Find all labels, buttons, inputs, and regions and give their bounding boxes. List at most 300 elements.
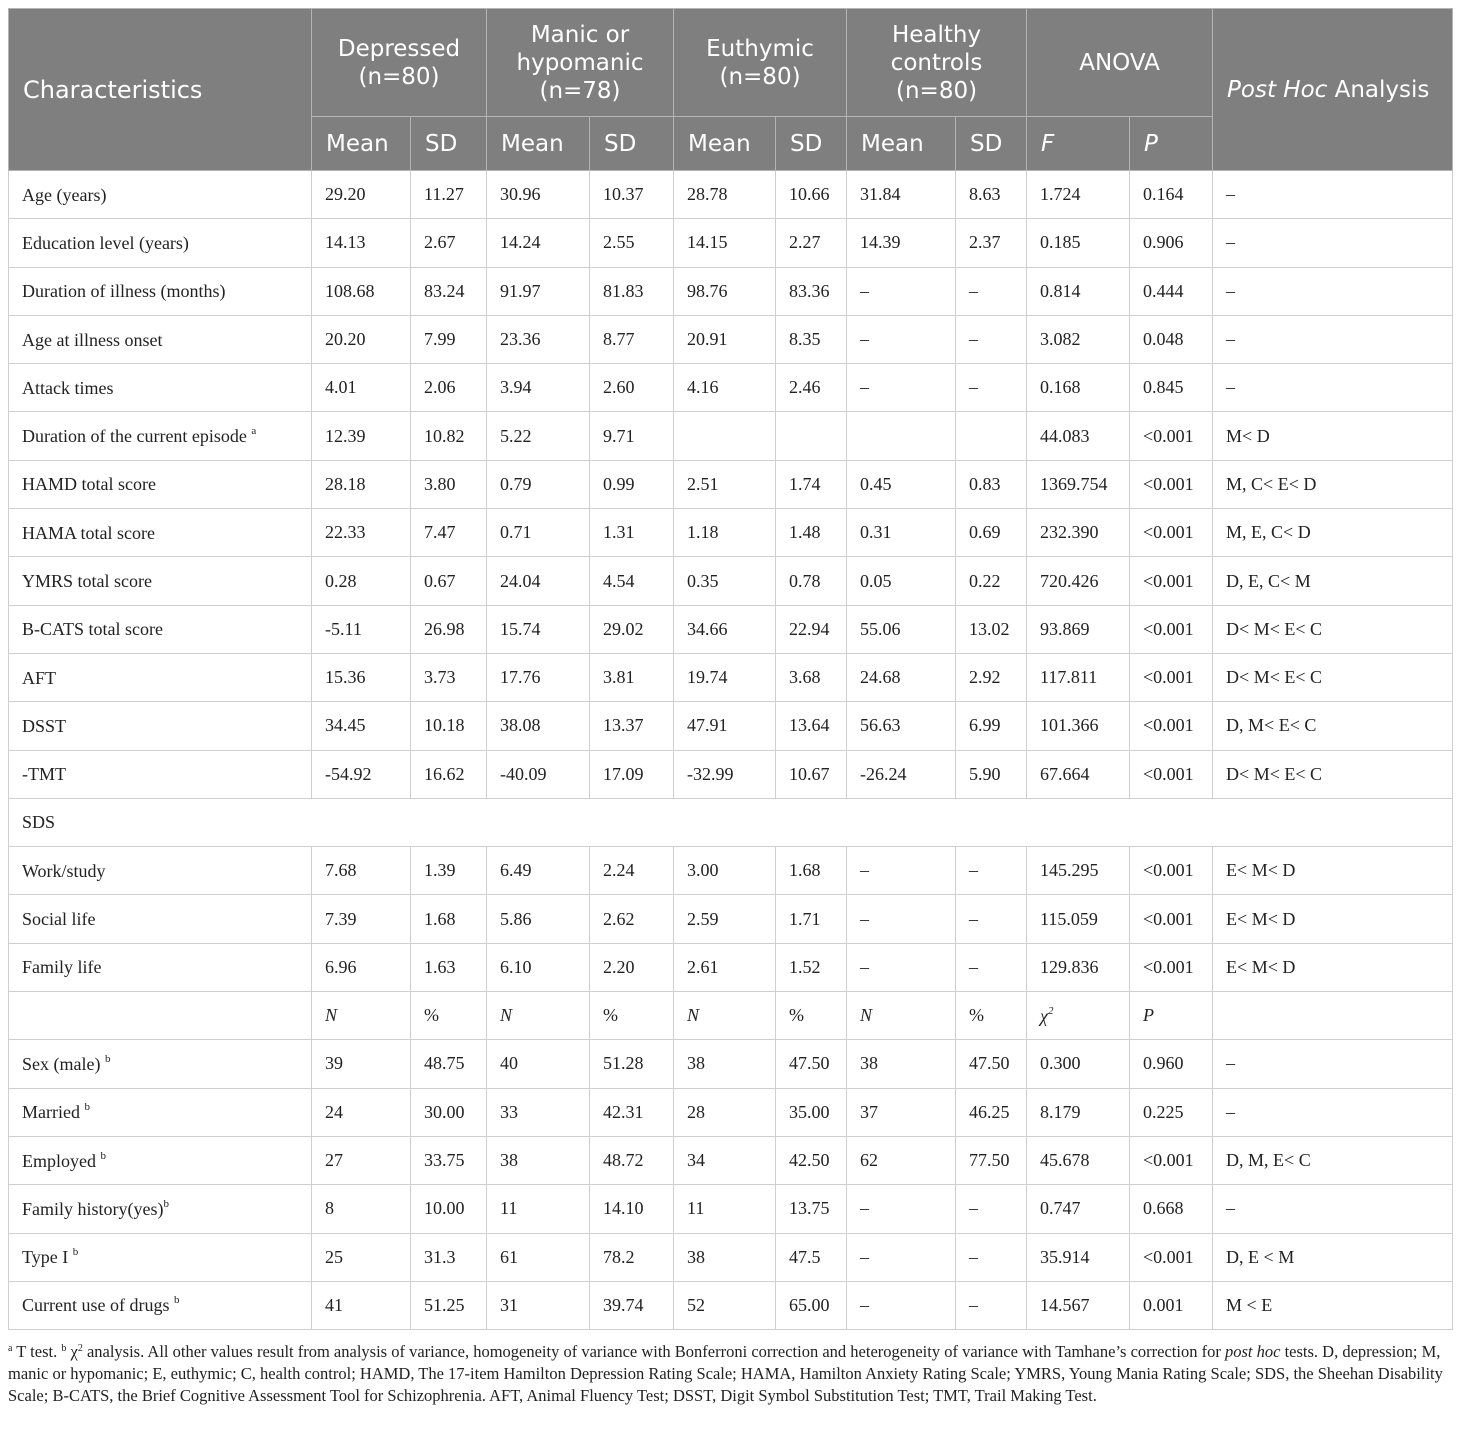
table-cell: 42.31 xyxy=(590,1088,674,1136)
table-cell: 34.66 xyxy=(674,605,776,653)
table-cell: 8.77 xyxy=(590,315,674,363)
table-cell: 2.55 xyxy=(590,219,674,267)
table-cell: 0.69 xyxy=(956,509,1027,557)
table-cell: – xyxy=(956,364,1027,412)
table-cell: 11.27 xyxy=(411,171,487,219)
row-label: Attack times xyxy=(9,364,312,412)
table-cell: – xyxy=(847,847,956,895)
table-cell: 0.300 xyxy=(1027,1040,1130,1088)
table-cell: 0.164 xyxy=(1130,171,1213,219)
table-cell: 33 xyxy=(487,1088,590,1136)
header-manic: Manic or hypomanic (n=78) xyxy=(487,9,674,117)
table-cell: 51.25 xyxy=(411,1281,487,1329)
table-cell: 0.747 xyxy=(1027,1185,1130,1233)
table-cell: 0.168 xyxy=(1027,364,1130,412)
table-row xyxy=(9,460,1453,508)
table-cell: – xyxy=(956,315,1027,363)
table-cell: 0.28 xyxy=(312,557,411,605)
table-cell: 14.13 xyxy=(312,219,411,267)
subheader-sd: SD xyxy=(956,117,1027,171)
row-label: Employed $^b$ xyxy=(9,1136,312,1184)
header-anova: ANOVA xyxy=(1027,9,1213,117)
table-cell: <0.001 xyxy=(1130,605,1213,653)
table-cell: 38.08 xyxy=(487,702,590,750)
table-cell: 28.18 xyxy=(312,460,411,508)
table-row xyxy=(9,412,1453,460)
subheader-sd: SD xyxy=(776,117,847,171)
table-cell: 5.22 xyxy=(487,412,590,460)
table-cell: 28 xyxy=(674,1088,776,1136)
table-cell: 145.295 xyxy=(1027,847,1130,895)
table-cell: D, E < M xyxy=(1213,1233,1453,1281)
table-row xyxy=(9,1040,1453,1088)
table-cell: <0.001 xyxy=(1130,412,1213,460)
table-cell: – xyxy=(847,315,956,363)
row-label: YMRS total score xyxy=(9,557,312,605)
table-cell: 3.68 xyxy=(776,653,847,701)
table-cell: 10.37 xyxy=(590,171,674,219)
table-cell: 24.68 xyxy=(847,653,956,701)
footnote-sup-b: b xyxy=(61,1343,67,1354)
table-cell: 3.082 xyxy=(1027,315,1130,363)
table-cell: <0.001 xyxy=(1130,557,1213,605)
table-cell: 13.02 xyxy=(956,605,1027,653)
table-cell: 0.45 xyxy=(847,460,956,508)
table-cell: 93.869 xyxy=(1027,605,1130,653)
table-cell: 20.20 xyxy=(312,315,411,363)
table-row xyxy=(9,895,1453,943)
table-cell: 35.00 xyxy=(776,1088,847,1136)
table-cell: 15.74 xyxy=(487,605,590,653)
subheader-pct: % xyxy=(590,992,674,1040)
table-cell xyxy=(776,412,847,460)
table-cell: 0.001 xyxy=(1130,1281,1213,1329)
table-cell: <0.001 xyxy=(1130,847,1213,895)
table-cell: 4.54 xyxy=(590,557,674,605)
table-cell: 129.836 xyxy=(1027,943,1130,991)
row-label: Married $^b$ xyxy=(9,1088,312,1136)
subheader-mean: Mean xyxy=(847,117,956,171)
table-cell: 14.10 xyxy=(590,1185,674,1233)
table-cell: 41 xyxy=(312,1281,411,1329)
table-cell: 31.3 xyxy=(411,1233,487,1281)
table-cell: 3.73 xyxy=(411,653,487,701)
subheader-n: N xyxy=(847,992,956,1040)
table-cell: 1.52 xyxy=(776,943,847,991)
table-cell: – xyxy=(1213,1040,1453,1088)
table-row xyxy=(9,943,1453,991)
table-row xyxy=(9,1088,1453,1136)
row-label: Education level (years) xyxy=(9,219,312,267)
table-cell: 67.664 xyxy=(1027,750,1130,798)
table-row xyxy=(9,1233,1453,1281)
header-depressed: Depressed (n=80) xyxy=(312,9,487,117)
table-cell: 1.68 xyxy=(411,895,487,943)
table-cell: 10.66 xyxy=(776,171,847,219)
table-cell: 24 xyxy=(312,1088,411,1136)
table-cell: <0.001 xyxy=(1130,1233,1213,1281)
row-label: Current use of drugs $^b$ xyxy=(9,1281,312,1329)
table-cell: 20.91 xyxy=(674,315,776,363)
subheader-pct: % xyxy=(411,992,487,1040)
subheader-f: F xyxy=(1027,117,1130,171)
table-cell: 9.71 xyxy=(590,412,674,460)
footnote-sup-a: a xyxy=(8,1343,13,1354)
table-cell: <0.001 xyxy=(1130,750,1213,798)
header-post-hoc: Post Hoc Analysis xyxy=(1213,9,1453,171)
table-cell: – xyxy=(847,895,956,943)
table-cell: 1.18 xyxy=(674,509,776,557)
table-cell: 0.67 xyxy=(411,557,487,605)
table-cell: – xyxy=(847,267,956,315)
table-cell: 37 xyxy=(847,1088,956,1136)
table-cell: 61 xyxy=(487,1233,590,1281)
characteristics-table xyxy=(8,8,1453,1330)
table-cell: 0.79 xyxy=(487,460,590,508)
table-cell: 13.64 xyxy=(776,702,847,750)
table-cell: 45.678 xyxy=(1027,1136,1130,1184)
table-cell xyxy=(674,412,776,460)
table-body xyxy=(9,171,1453,1330)
table-cell: 34.45 xyxy=(312,702,411,750)
table-cell: 38 xyxy=(487,1136,590,1184)
table-cell: – xyxy=(1213,1088,1453,1136)
table-cell: 14.567 xyxy=(1027,1281,1130,1329)
table-cell: 6.49 xyxy=(487,847,590,895)
table-cell: D< M< E< C xyxy=(1213,653,1453,701)
table-cell: 0.05 xyxy=(847,557,956,605)
table-cell: 38 xyxy=(674,1233,776,1281)
subheader-n: N xyxy=(674,992,776,1040)
table-cell: 232.390 xyxy=(1027,509,1130,557)
table-cell: 13.37 xyxy=(590,702,674,750)
table-cell: 51.28 xyxy=(590,1040,674,1088)
table-cell: 0.99 xyxy=(590,460,674,508)
table-cell: 7.39 xyxy=(312,895,411,943)
row-label: Age (years) xyxy=(9,171,312,219)
row-label: Duration of illness (months) xyxy=(9,267,312,315)
table-cell: 8.63 xyxy=(956,171,1027,219)
table-cell: 38 xyxy=(674,1040,776,1088)
row-label: Family life xyxy=(9,943,312,991)
table-cell: 3.00 xyxy=(674,847,776,895)
table-cell: 31 xyxy=(487,1281,590,1329)
table-cell: 108.68 xyxy=(312,267,411,315)
table-cell: 52 xyxy=(674,1281,776,1329)
table-cell: – xyxy=(847,364,956,412)
table-cell: 14.15 xyxy=(674,219,776,267)
table-cell: 13.75 xyxy=(776,1185,847,1233)
table-cell: D< M< E< C xyxy=(1213,750,1453,798)
table-cell: 98.76 xyxy=(674,267,776,315)
table-cell: – xyxy=(956,847,1027,895)
table-cell: 15.36 xyxy=(312,653,411,701)
row-label: Social life xyxy=(9,895,312,943)
table-cell: E< M< D xyxy=(1213,943,1453,991)
table-cell: 33.75 xyxy=(411,1136,487,1184)
table-cell: 0.35 xyxy=(674,557,776,605)
table-cell: 48.75 xyxy=(411,1040,487,1088)
header-row xyxy=(9,9,1453,117)
table-row xyxy=(9,267,1453,315)
table-cell: 19.74 xyxy=(674,653,776,701)
table-cell: 2.27 xyxy=(776,219,847,267)
table-cell: E< M< D xyxy=(1213,847,1453,895)
subheader-pct: % xyxy=(956,992,1027,1040)
table-row xyxy=(9,171,1453,219)
table-row xyxy=(9,1281,1453,1329)
table-cell: 29.20 xyxy=(312,171,411,219)
table-cell: 1.39 xyxy=(411,847,487,895)
table-cell: 2.62 xyxy=(590,895,674,943)
table-cell: – xyxy=(1213,219,1453,267)
table-cell: 22.94 xyxy=(776,605,847,653)
table-cell: 8 xyxy=(312,1185,411,1233)
table-row xyxy=(9,219,1453,267)
subheader-n: N xyxy=(312,992,411,1040)
table-cell: 1.74 xyxy=(776,460,847,508)
table-cell: 0.78 xyxy=(776,557,847,605)
sds-section-label: SDS xyxy=(9,798,1453,846)
table-cell: <0.001 xyxy=(1130,460,1213,508)
table-cell: 30.00 xyxy=(411,1088,487,1136)
table-cell: – xyxy=(956,943,1027,991)
table-cell: 1.63 xyxy=(411,943,487,991)
table-cell: 1.71 xyxy=(776,895,847,943)
table-cell: 0.960 xyxy=(1130,1040,1213,1088)
table-cell: <0.001 xyxy=(1130,943,1213,991)
row-label: HAMD total score xyxy=(9,460,312,508)
table-cell: 35.914 xyxy=(1027,1233,1130,1281)
sds-section-row xyxy=(9,798,1453,846)
table-cell: 47.5 xyxy=(776,1233,847,1281)
table-cell: 6.99 xyxy=(956,702,1027,750)
table-cell: 48.72 xyxy=(590,1136,674,1184)
table-row xyxy=(9,509,1453,557)
table-cell: 14.39 xyxy=(847,219,956,267)
table-row xyxy=(9,847,1453,895)
row-label: AFT xyxy=(9,653,312,701)
table-cell: 101.366 xyxy=(1027,702,1130,750)
empty-cell xyxy=(9,992,312,1040)
table-cell: – xyxy=(956,895,1027,943)
table-cell: 4.16 xyxy=(674,364,776,412)
table-cell: 47.50 xyxy=(956,1040,1027,1088)
table-footnote: $^a$ T test. $^b$ $\chi^2$ analysis. All other values result from analysis of variance, homogeneity of variance with Bonferroni correction and heterogeneity of variance with Tamhane’s correction for post hoc tests. D, depression; M, manic or hypomanic; E, euthymic; C, health control; HAMD, The 17-item Hamilton Depression Rating Scale; HAMA, Hamilton Anxiety Rating Scale; YMRS, Young Mania Rating Scale; SDS, the Sheehan Disability Scale; B-CATS, the Brief Cognitive Assessment Tool for Schizophrenia. AFT, Animal Fluency Test; DSST, Digit Symbol Substitution Test; TMT, Trail Making Test. xyxy=(8,1342,1443,1405)
table-cell: 8.35 xyxy=(776,315,847,363)
table-cell: 11 xyxy=(674,1185,776,1233)
table-cell: D< M< E< C xyxy=(1213,605,1453,653)
table-cell: 47.91 xyxy=(674,702,776,750)
row-label: HAMA total score xyxy=(9,509,312,557)
table-cell: 78.2 xyxy=(590,1233,674,1281)
table-cell: <0.001 xyxy=(1130,895,1213,943)
table-cell: M, C< E< D xyxy=(1213,460,1453,508)
table-cell: 0.225 xyxy=(1130,1088,1213,1136)
table-cell: -54.92 xyxy=(312,750,411,798)
table-cell: 10.82 xyxy=(411,412,487,460)
row-label: Sex (male) $^b$ xyxy=(9,1040,312,1088)
table-cell: 42.50 xyxy=(776,1136,847,1184)
table-container xyxy=(8,8,1452,1330)
table-cell: – xyxy=(1213,315,1453,363)
table-cell: -32.99 xyxy=(674,750,776,798)
table-cell: 2.61 xyxy=(674,943,776,991)
table-cell: 2.92 xyxy=(956,653,1027,701)
table-row xyxy=(9,364,1453,412)
table-cell: 39.74 xyxy=(590,1281,674,1329)
table-cell xyxy=(847,412,956,460)
subheader-mean: Mean xyxy=(312,117,411,171)
table-cell: 29.02 xyxy=(590,605,674,653)
row-label: Work/study xyxy=(9,847,312,895)
table-cell: 1.48 xyxy=(776,509,847,557)
subheader-sd: SD xyxy=(590,117,674,171)
subheader-mean: Mean xyxy=(487,117,590,171)
table-cell: 1369.754 xyxy=(1027,460,1130,508)
row-label: Family history(yes)$^b$ xyxy=(9,1185,312,1233)
table-row xyxy=(9,557,1453,605)
row-label: -TMT xyxy=(9,750,312,798)
table-cell: 16.62 xyxy=(411,750,487,798)
table-cell: -26.24 xyxy=(847,750,956,798)
subheader-sd: SD xyxy=(411,117,487,171)
table-cell: – xyxy=(1213,171,1453,219)
header-characteristics: Characteristics xyxy=(9,9,312,171)
table-row xyxy=(9,1185,1453,1233)
subheader-n: N xyxy=(487,992,590,1040)
table-cell: 7.47 xyxy=(411,509,487,557)
table-cell: 25 xyxy=(312,1233,411,1281)
table-cell: 2.24 xyxy=(590,847,674,895)
table-cell: 6.10 xyxy=(487,943,590,991)
table-cell: 1.31 xyxy=(590,509,674,557)
table-cell: D, M, E< C xyxy=(1213,1136,1453,1184)
table-cell: 2.06 xyxy=(411,364,487,412)
row-label: B-CATS total score xyxy=(9,605,312,653)
table-cell: 81.83 xyxy=(590,267,674,315)
table-cell: D, M< E< C xyxy=(1213,702,1453,750)
table-cell: 38 xyxy=(847,1040,956,1088)
table-cell: 2.37 xyxy=(956,219,1027,267)
table-row xyxy=(9,315,1453,363)
table-cell: 0.845 xyxy=(1130,364,1213,412)
table-row xyxy=(9,1136,1453,1184)
table-cell: 0.83 xyxy=(956,460,1027,508)
table-cell: 10.18 xyxy=(411,702,487,750)
table-cell: 10.67 xyxy=(776,750,847,798)
table-cell: 7.99 xyxy=(411,315,487,363)
table-cell: 0.31 xyxy=(847,509,956,557)
row-label: Duration of the current episode $^a$ xyxy=(9,412,312,460)
table-cell: 0.668 xyxy=(1130,1185,1213,1233)
table-cell: 46.25 xyxy=(956,1088,1027,1136)
subheader-pct: % xyxy=(776,992,847,1040)
table-cell: <0.001 xyxy=(1130,1136,1213,1184)
table-cell: 2.59 xyxy=(674,895,776,943)
table-cell: 0.048 xyxy=(1130,315,1213,363)
table-cell: 0.185 xyxy=(1027,219,1130,267)
table-cell: 0.22 xyxy=(956,557,1027,605)
row-label: Type I $^b$ xyxy=(9,1233,312,1281)
table-cell: 2.20 xyxy=(590,943,674,991)
table-cell: D, E, C< M xyxy=(1213,557,1453,605)
table-cell: M< D xyxy=(1213,412,1453,460)
table-cell: M, E, C< D xyxy=(1213,509,1453,557)
table-cell: -5.11 xyxy=(312,605,411,653)
table-cell: – xyxy=(1213,267,1453,315)
table-cell: 30.96 xyxy=(487,171,590,219)
table-cell xyxy=(956,412,1027,460)
table-cell: 6.96 xyxy=(312,943,411,991)
table-cell: -40.09 xyxy=(487,750,590,798)
table-cell: 12.39 xyxy=(312,412,411,460)
table-cell: – xyxy=(1213,1185,1453,1233)
header-euthymic: Euthymic (n=80) xyxy=(674,9,847,117)
table-row xyxy=(9,750,1453,798)
table-cell: 3.80 xyxy=(411,460,487,508)
table-cell: 28.78 xyxy=(674,171,776,219)
table-cell: 2.67 xyxy=(411,219,487,267)
table-cell: 83.24 xyxy=(411,267,487,315)
table-cell: 77.50 xyxy=(956,1136,1027,1184)
table-cell: 44.083 xyxy=(1027,412,1130,460)
table-cell: M < E xyxy=(1213,1281,1453,1329)
table-cell: 23.36 xyxy=(487,315,590,363)
table-cell: 91.97 xyxy=(487,267,590,315)
table-cell: 10.00 xyxy=(411,1185,487,1233)
table-cell: 4.01 xyxy=(312,364,411,412)
subheader-p: P xyxy=(1130,992,1213,1040)
table-cell: 1.68 xyxy=(776,847,847,895)
table-row xyxy=(9,605,1453,653)
table-cell: 83.36 xyxy=(776,267,847,315)
table-cell: – xyxy=(847,1233,956,1281)
table-cell: 11 xyxy=(487,1185,590,1233)
table-cell: 17.76 xyxy=(487,653,590,701)
table-cell: – xyxy=(847,943,956,991)
table-cell: – xyxy=(956,1185,1027,1233)
row-label: Age at illness onset xyxy=(9,315,312,363)
table-cell: 24.04 xyxy=(487,557,590,605)
table-cell: 31.84 xyxy=(847,171,956,219)
table-cell: 117.811 xyxy=(1027,653,1130,701)
table-cell: 34 xyxy=(674,1136,776,1184)
table-cell: <0.001 xyxy=(1130,509,1213,557)
table-cell: 3.94 xyxy=(487,364,590,412)
table-row xyxy=(9,653,1453,701)
table-cell: 5.86 xyxy=(487,895,590,943)
table-cell: 0.906 xyxy=(1130,219,1213,267)
table-cell: 47.50 xyxy=(776,1040,847,1088)
table-cell: 8.179 xyxy=(1027,1088,1130,1136)
table-cell: <0.001 xyxy=(1130,653,1213,701)
table-cell: 5.90 xyxy=(956,750,1027,798)
table-cell: 14.24 xyxy=(487,219,590,267)
table-cell: – xyxy=(956,1281,1027,1329)
subheader-p: P xyxy=(1130,117,1213,171)
subheader-mean: Mean xyxy=(674,117,776,171)
subheader-chi: $\chi^2$ xyxy=(1027,992,1130,1040)
table-cell: 26.98 xyxy=(411,605,487,653)
table-cell: 2.46 xyxy=(776,364,847,412)
table-cell: E< M< D xyxy=(1213,895,1453,943)
table-cell: <0.001 xyxy=(1130,702,1213,750)
table-cell: – xyxy=(956,1233,1027,1281)
categorical-subheader-row xyxy=(9,992,1453,1040)
table-cell: 40 xyxy=(487,1040,590,1088)
table-cell: 7.68 xyxy=(312,847,411,895)
